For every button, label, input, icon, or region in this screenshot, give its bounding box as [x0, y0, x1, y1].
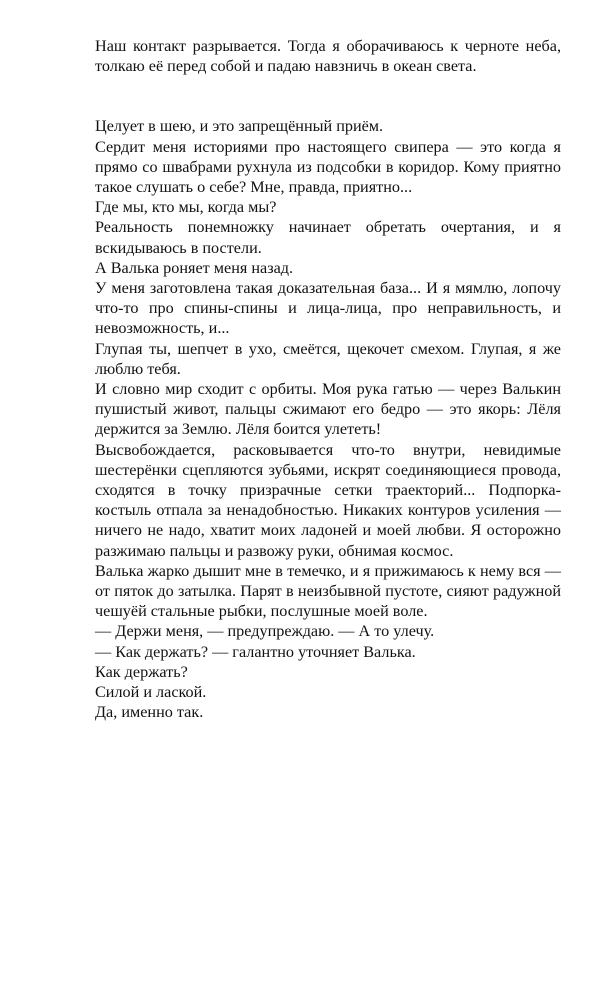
- paragraph-yes-exactly: Да, именно так.: [95, 703, 204, 722]
- dialogue-how-to-hold: — Как держать? — галантно уточняет Валька.: [95, 642, 416, 661]
- page-text: [95, 36, 561, 723]
- paragraph-valka-drops: А Валька роняет меня назад.: [95, 258, 294, 277]
- paragraph-breath: Валька жарко дышит мне в темечко, и я прижимаюсь к нему вся — от пяток до затылка. Парят в неизбывной пустоте, сияют радужной чешуёй стальные рыбки, послушные моей воле.: [95, 561, 561, 621]
- paragraph-kiss: Целует в шею, и это запрещённый приём.: [95, 117, 384, 136]
- paragraph-where-are-we: Где мы, кто мы, когда мы?: [95, 198, 277, 217]
- paragraph-evidence: У меня заготовлена такая доказательная база... И я мямлю, лопочу что-то про спины-спины и лица-лица, про неправильность, и невозможность, и...: [95, 279, 561, 338]
- dialogue-hold-me: — Держи меня, — предупреждаю. — А то улечу.: [95, 622, 435, 641]
- paragraph-how-to-hold: Как держать?: [95, 662, 188, 681]
- paragraph-reality: Реальность понемножку начинает обретать очертания, и я вскидываюсь в постели.: [95, 218, 561, 257]
- paragraph-silly-you: Глупая ты, шепчет в ухо, смеётся, щекочет смехом. Глупая, я же люблю тебя.: [95, 339, 561, 378]
- paragraph-contact-breaks: Наш контакт разрывается. Тогда я оборачиваюсь к черноте неба, толкаю её перед собой и падаю навзничь в океан света.: [95, 37, 561, 76]
- paragraph-sweeper-stories: Сердит меня историями про настоящего свипера — это когда я прямо со швабрами рухнула из подсобки в коридор. Кому приятно такое слушать о себе? Мне, правда, приятно...: [95, 137, 561, 197]
- paragraph-force-and-tenderness: Силой и лаской.: [95, 683, 207, 702]
- paragraph-release: Высвобождается, расковывается что-то внутри, невидимые шестерёнки сцепляются зубьями, искрят соединяющиеся провода, сходятся в точку призрачные сетки траекторий... Подпорка-костыль отпала за ненадобностью. Никаких контуров усиления — ничего не надо, хватит моих ладоней и моей любви. Я осторожно разжимаю пальцы и развожу руки, обнимая космос.: [95, 440, 561, 560]
- paragraph-orbit: И словно мир сходит с орбиты. Моя рука гатью — через Валькин пушистый живот, пальцы сжимают его бедро — это якорь: Лёля держится за Землю. Лёля боится улететь!: [95, 380, 561, 439]
